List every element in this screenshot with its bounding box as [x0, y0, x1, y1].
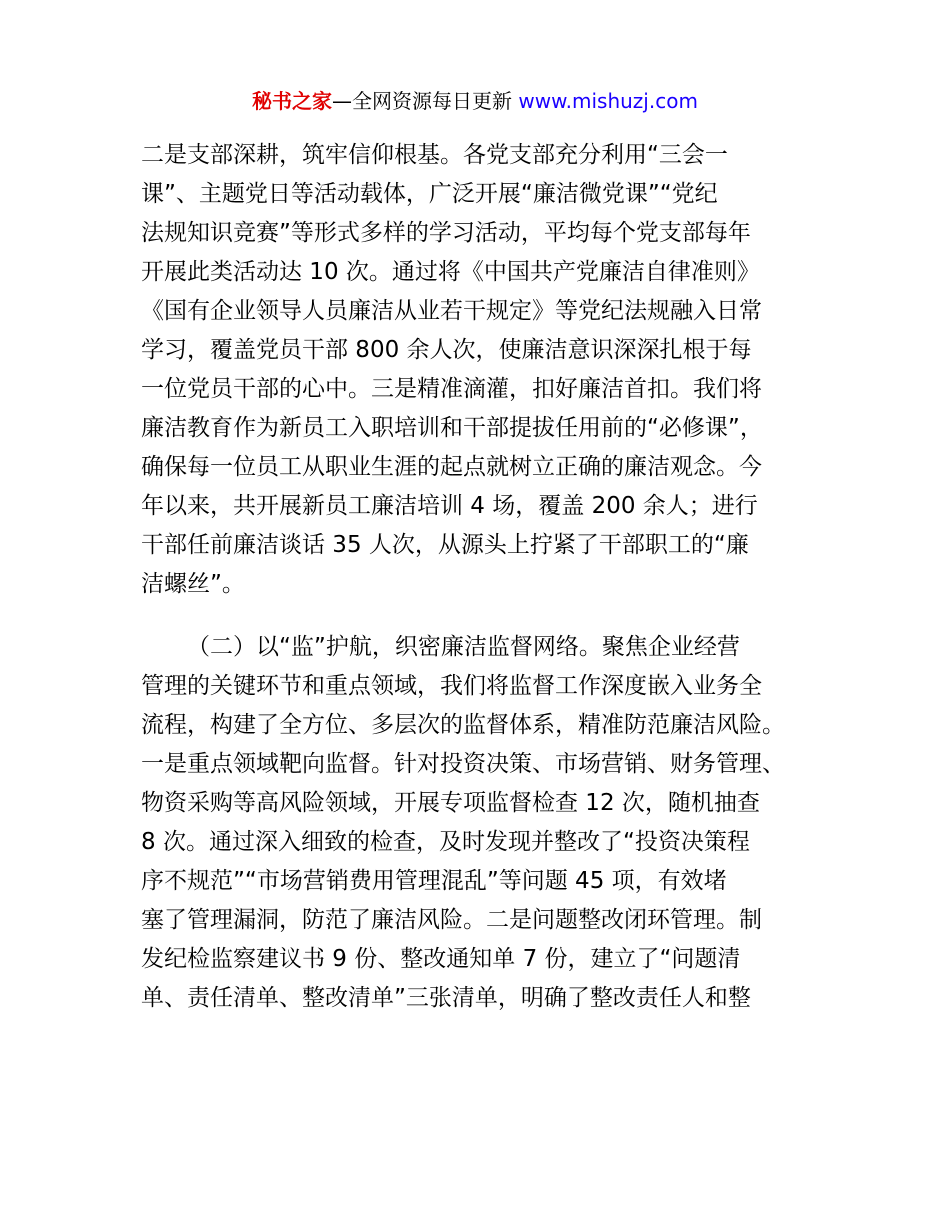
site-brand: 秘书之家 — [252, 89, 333, 113]
text-line: 确保每一位员工从职业生涯的起点就树立正确的廉洁观念。今 — [141, 454, 762, 480]
text-line: 塞了管理漏洞，防范了廉洁风险。二是问题整改闭环管理。制 — [141, 907, 762, 933]
text-line: 开展此类活动达 10 次。通过将《中国共产党廉洁自律准则》 — [141, 259, 760, 285]
text-line: 单、责任清单、整改清单”三张清单，明确了整改责任人和整 — [141, 985, 751, 1011]
text-line: 二是支部深耕，筑牢信仰根基。各党支部充分利用“三会一 — [141, 142, 728, 168]
site-slogan: —全网资源每日更新 — [332, 89, 513, 113]
text-line: 学习，覆盖党员干部 800 余人次，使廉洁意识深深扎根于每 — [141, 337, 752, 363]
text-line: 流程，构建了全方位、多层次的监督体系，精准防范廉洁风险。 — [141, 712, 785, 738]
section-heading-line: （二）以“监”护航，织密廉洁监督网络。聚焦企业经营 — [187, 634, 740, 660]
text-line: 干部任前廉洁谈话 35 人次，从源头上拧紧了干部职工的“廉 — [141, 532, 749, 558]
text-line: 发纪检监察建议书 9 份、整改通知单 7 份，建立了“问题清 — [141, 946, 741, 972]
text-line: 一是重点领域靶向监督。针对投资决策、市场营销、财务管理、 — [141, 751, 785, 777]
text-line: 课”、主题党日等活动载体，广泛开展“廉洁微党课”“党纪 — [141, 181, 718, 207]
text-line: 年以来，共开展新员工廉洁培训 4 场，覆盖 200 余人；进行 — [141, 493, 758, 519]
site-header — [0, 86, 950, 116]
text-line: 序不规范”“市场营销费用管理混乱”等问题 45 项，有效堵 — [141, 868, 727, 894]
text-line: 物资采购等高风险领域，开展专项监督检查 12 次，随机抽查 — [141, 790, 760, 816]
paragraph-2 — [141, 628, 831, 1018]
text-line: 管理的关键环节和重点领域，我们将监督工作深度嵌入业务全 — [141, 673, 762, 699]
paragraph-1 — [141, 136, 831, 604]
text-line: 洁螺丝”。 — [141, 571, 245, 597]
text-line: 《国有企业领导人员廉洁从业若干规定》等党纪法规融入日常 — [141, 298, 762, 324]
document-body — [141, 136, 831, 1018]
text-line: 8 次。通过深入细致的检查，及时发现并整改了“投资决策程 — [141, 829, 750, 855]
text-line: 廉洁教育作为新员工入职培训和干部提拔任用前的“必修课”， — [141, 415, 763, 441]
site-url-link[interactable]: www.mishuzj.com — [518, 89, 698, 113]
text-line: 一位党员干部的心中。三是精准滴灌，扣好廉洁首扣。我们将 — [141, 376, 762, 402]
text-line: 法规知识竞赛”等形式多样的学习活动，平均每个党支部每年 — [141, 220, 751, 246]
